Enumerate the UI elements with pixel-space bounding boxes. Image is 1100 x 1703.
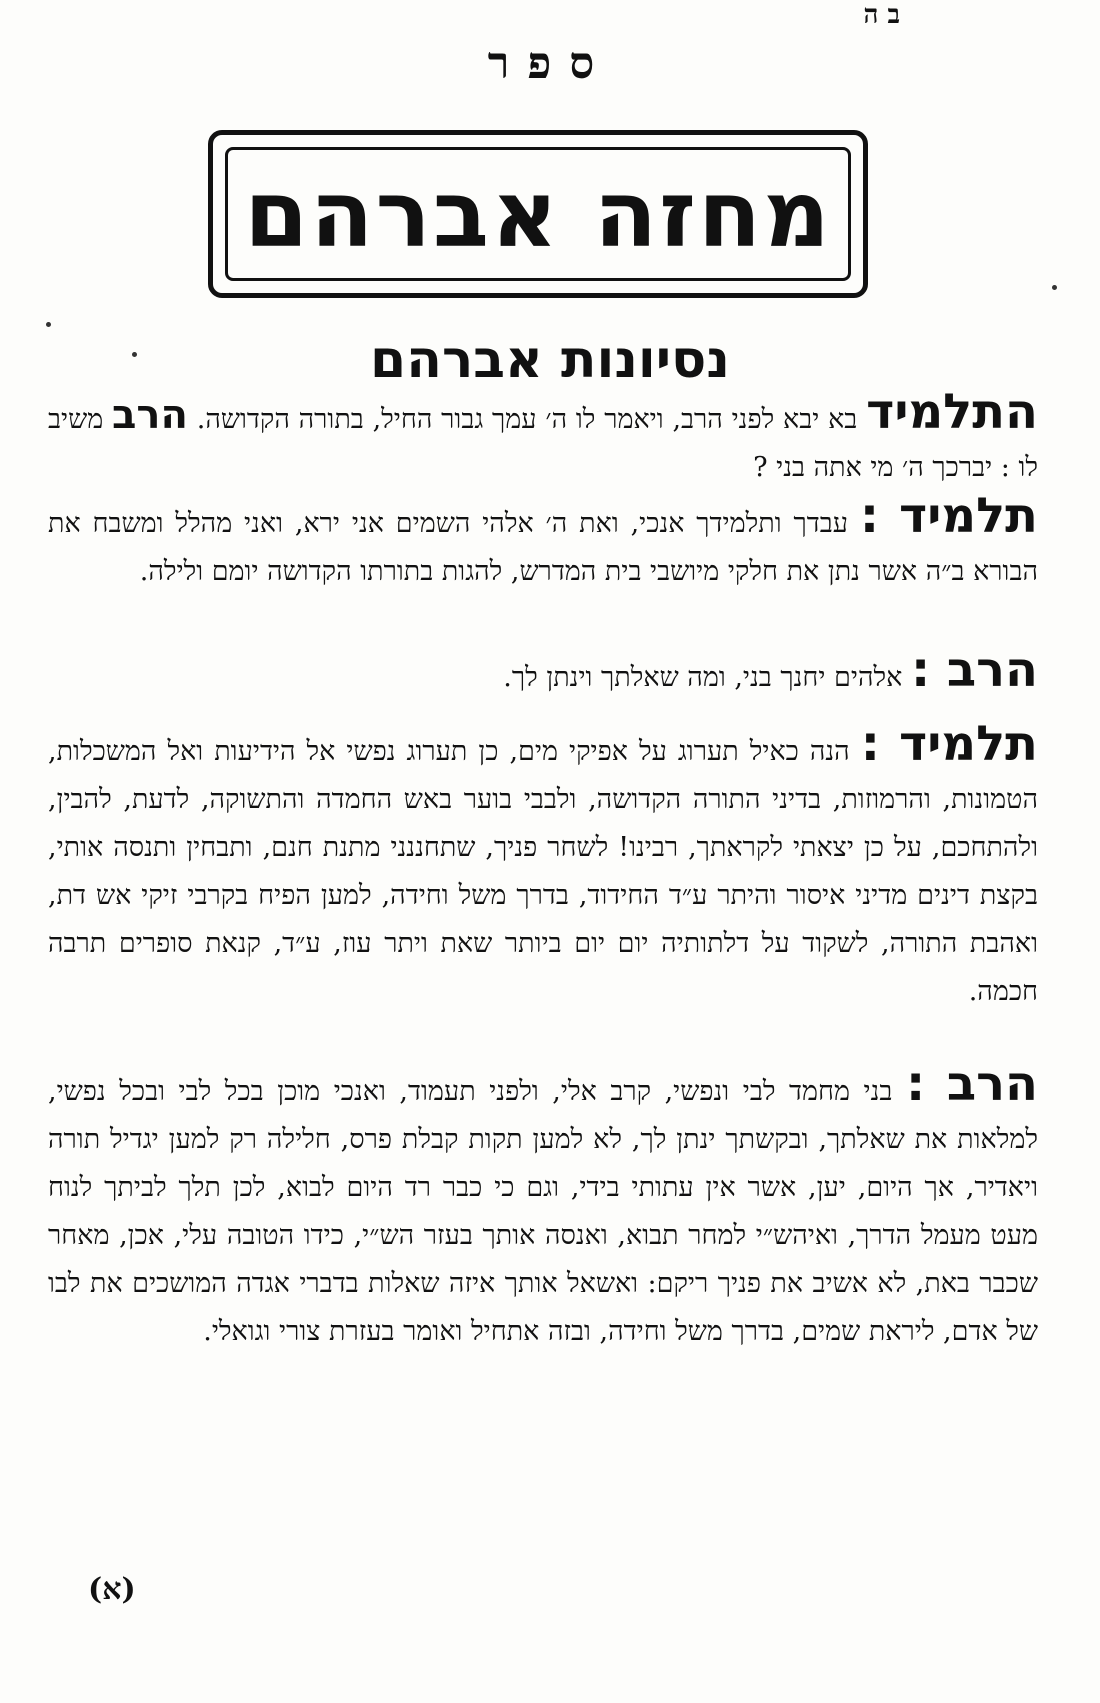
paragraph-text: אלהים יחנך בני, ומה שאלתך וינתן לך. [503,662,903,693]
paragraph-5 [48,1056,1038,1356]
speaker-label: הרב : [905,1056,1038,1112]
paragraph-text: משיב לו : יברכך ה׳ מי אתה בני ? [48,404,1038,483]
paragraph-2 [48,488,1038,596]
page-number: (א) [88,1572,136,1607]
paragraph-4 [48,716,1038,1016]
book-label: ספר [487,38,613,89]
speck [1052,285,1057,290]
inline-speaker: הרב [112,392,188,438]
speaker-label: התלמיד [866,384,1038,440]
speaker-label: הרב : [910,642,1038,698]
speaker-label: תלמיד : [860,716,1038,772]
paragraph-1 [48,384,1038,492]
speck [46,322,51,327]
paragraph-text: בני מחמד לבי ונפשי, קרב אלי, ולפני תעמוד, ואנכי מוכן בכל לבי ובכל נפשי, למלאות את שאלתך, ובקשתך ינתן לך, לא למען תקות קבלת פרס, חלילה רק למען יגדיל תורה ויאדיר, אך היום, יען, אשר אין עתותי בידי, וגם כי כבר רד היום לבוא, לכן תלך לביתך לנוח מעט מעמל הדרך, ואיהש״י למחר תבוא, ואנסה אותך בעזר הש״י, כידו הטובה עלי, אכן, מאחר שכבר באת, לא אשיב את פניך ריקם: ואשאל אותך איזה שאלות בדברי אגדה המושכים את לבו של אדם, ליראת שמים, בדרך משל וחידה, ובזה אתחיל ואומר בעזרת צורי וגואלי. [48,1076,1038,1347]
title-frame [208,130,868,298]
paragraph-text: בא יבא לפני הרב, ויאמר לו ה׳ עמך גבור החיל, בתורה הקדושה. [196,404,858,435]
corner-mark: ב ה [863,0,900,30]
paragraph-text: הנה כאיל תערוג על אפיקי מים, כן תערוג נפשי אל הידיעות ואל המשכלות, הטמונות, והרמוזות, בדיני התורה הקדושה, ולבבי בוער באש החמדה והתשוקה, לדעת, להבין, ולהתחכם, על כן יצאתי לקראתך, רבינו! לשחר פניך, שתחננני מתנת חנם, ותבחין ותנסה אותי, בקצת דינים מדיני איסור והיתר ע״ד החידוד, בדרך משל וחידה, למען הפיח בקרבי זיקי אש דת, ואהבת התורה, לשקוד על דלתותיה יום יום ביותר שאת ויתר עוז, ע״ד, קנאת סופרים תרבה חכמה. [48,736,1038,1007]
book-title: מחזה אברהם [244,160,832,268]
title-frame-inner [225,147,851,281]
speaker-label: תלמיד : [859,488,1038,544]
speck [132,352,137,357]
paragraph-text: עבדך ותלמידך אנכי, ואת ה׳ אלהי השמים אני ירא, ואני מהלל ומשבח את הבורא ב״ה אשר נתן את חלקי מיושבי בית המדרש, להגות בתורתו הקדושה יומם ולילה. [48,508,1038,587]
paragraph-3 [48,642,1038,702]
chapter-title: נסיונות אברהם [370,330,730,390]
